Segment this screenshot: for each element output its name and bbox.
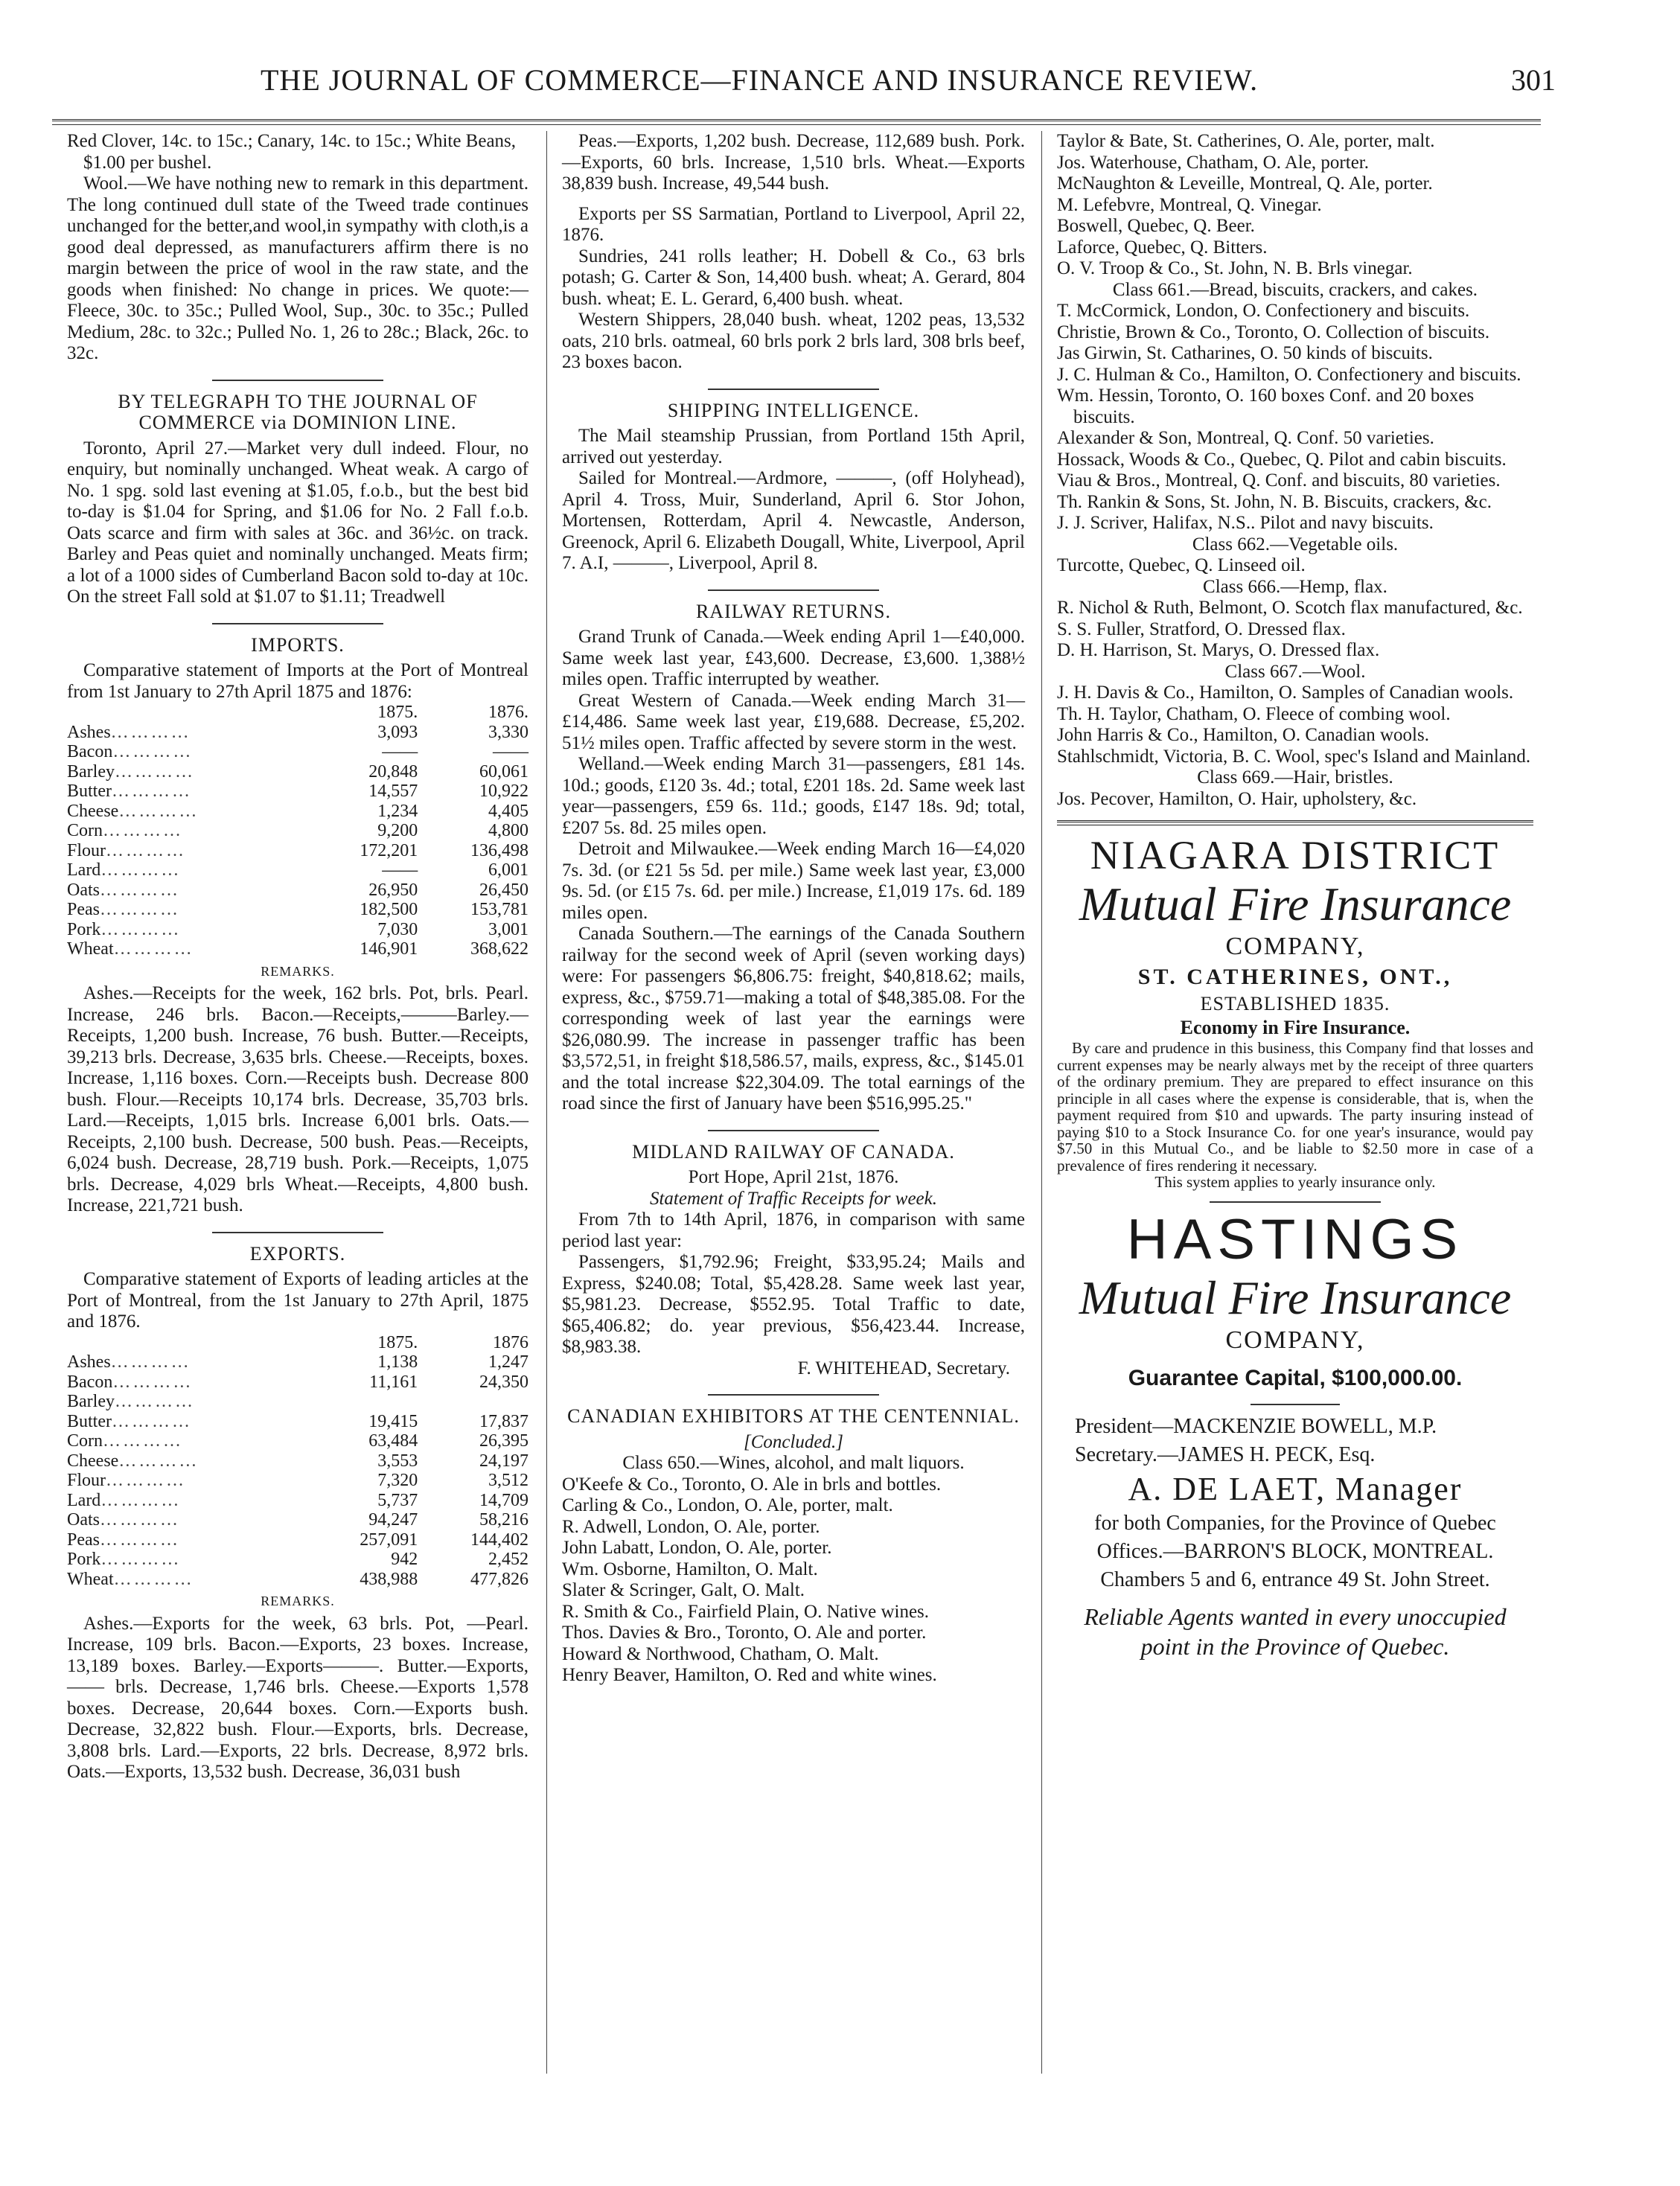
exhibitor-entry: Viau & Bros., Montreal, Q. Conf. and biscuits, 80 varieties. (1057, 470, 1501, 490)
column-rule-2 (1041, 131, 1042, 2074)
niagara-established: ESTABLISHED 1835. (1200, 993, 1390, 1014)
hastings-for-both: for both Companies, for the Province of Quebec (1094, 1511, 1496, 1535)
exhibitor-entry: S. S. Fuller, Stratford, O. Dressed flax. (1057, 619, 1346, 639)
year-1876: 1876. (488, 703, 528, 722)
commodity-label: Peas………… (67, 900, 180, 919)
imports-table (67, 703, 528, 959)
exhibitor-entry: Wm. Hessin, Toronto, O. 160 boxes Conf. and 20 boxes biscuits. (1057, 386, 1475, 427)
niagara-mutual: Mutual Fire Insurance (1079, 878, 1512, 930)
niagara-economy: Economy in Fire Insurance. (1180, 1017, 1411, 1038)
value-1876: 58,216 (479, 1510, 528, 1530)
midland-heading: MIDLAND RAILWAY OF CANADA. (632, 1140, 955, 1163)
section-rule (708, 589, 879, 591)
imports-remarks: Ashes.—Receipts for the week, 162 brls. Pot, brls. Pearl. Increase, 246 brls. Bacon.—Receipts,———Barley.—Receipts, 1,200 bush. Increase, 76 bush. Butter.—Receipts, 39,213 brls. Decrease, 3,635 brls. Cheese.—Receipts, boxes. Increase, 1,116 boxes. Corn.—Receipts bush. Decrease 800 bush. Flour.—Receipts 10,174 brls. Decrease, 35,703 brls. Lard.—Receipts, 1,015 brls. Increase 6,001 brls. Oats.—Receipts, 2,100 bush. Decrease, 500 bush. Peas.—Receipts, 6,024 bush. Decrease, 28,719 bush. Pork.—Receipts, 1,075 brls. Decrease, 4,029 brls Wheat.—Receipts, 4,800 bush. Increase, 221,721 bush. (67, 983, 528, 1215)
exports-intro: Comparative statement of Exports of leading articles at the Port of Montreal, from the 1st January to 27th April, 1875 and 1876. (67, 1269, 528, 1332)
value-1875: 9,200 (377, 821, 418, 840)
sailed-paragraph: Sailed for Montreal.—Ardmore, ———, (off Holyhead), April 4. Tross, Muir, Sunderland, April 6. Stor Johon, Mortensen, Rotterdam, April 4. Newcastle, Anderson, Greenock, April 6. Elizabeth Dougall, White, Liverpool, April 7. A.I, ———, Liverpool, April 8. (562, 468, 1025, 573)
shipping-heading: SHIPPING INTELLIGENCE. (667, 399, 920, 421)
table-row (67, 1491, 528, 1511)
table-row (67, 1530, 528, 1550)
value-1875: 438,988 (360, 1569, 418, 1589)
commodity-label: Butter………… (67, 1411, 192, 1431)
table-row (67, 1510, 528, 1530)
exhibitor-entry: Carling & Co., London, O. Ale, porter, malt. (562, 1495, 893, 1515)
exhibitor-entry: Alexander & Son, Montreal, Q. Conf. 50 varieties. (1057, 428, 1434, 448)
commodity-label: Ashes………… (67, 722, 191, 742)
grand-trunk-paragraph: Grand Trunk of Canada.—Week ending April 1—£40,000. Same week last year, £43,600. Decrease, £3,600. 1,388½ miles open. Traffic interrupted by weather. (562, 627, 1025, 689)
value-1876: 4,405 (488, 801, 528, 821)
value-1876: 26,450 (479, 880, 528, 900)
value-1875: 20,848 (368, 761, 418, 782)
niagara-body: By care and prudence in this business, this Company find that losses and current expenses may be nearly always met by the receipt of three quarters of the ordinary premium. They are prepared to effect insurance on this principle in all cases where the expense is considerable, that is, when the payment required from $10 and upwards. The party insuring instead of paying $10 to a Stock Insurance Co. for one year's insurance, would pay $7.50 in this Mutual Co., and be liable to $2.50 more in case of a prevalence of fires rendering it necessary. (1057, 1039, 1533, 1175)
value-1876: 26,395 (479, 1431, 528, 1451)
section-rule (708, 1130, 879, 1131)
table-row (67, 900, 528, 920)
value-1875: 19,415 (368, 1411, 418, 1431)
table-row (67, 762, 528, 782)
prussian-paragraph: The Mail steamship Prussian, from Portland 15th April, arrived out yesterday. (562, 426, 1025, 467)
class-650-heading: Class 650.—Wines, alcohol, and malt liquors. (622, 1453, 965, 1473)
exhibitor-entry: R. Adwell, London, O. Ale, porter. (562, 1516, 820, 1537)
railway-heading: RAILWAY RETURNS. (695, 600, 892, 622)
value-1876: 368,622 (470, 939, 528, 959)
class-662-heading: Class 662.—Vegetable oils. (1192, 534, 1399, 555)
hastings-company: COMPANY, (1225, 1326, 1365, 1354)
commodity-label: Oats………… (67, 880, 180, 900)
commodity-label: Bacon………… (67, 742, 194, 761)
class-669-heading: Class 669.—Hair, bristles. (1197, 767, 1393, 787)
exhibitor-entry: Hossack, Woods & Co., Quebec, Q. Pilot and cabin biscuits. (1057, 449, 1507, 470)
sundries-paragraph: Sundries, 241 rolls leather; H. Dobell & Co., 63 brls potash; G. Carter & Son, 14,400 bush. wheat; A. Gerard, 804 bush. wheat; E. L. Gerard, 6,400 bush. wheat. (562, 246, 1025, 309)
exports-remarks: Ashes.—Exports for the week, 63 brls. Pot, —Pearl. Increase, 109 brls. Bacon.—Exports, 23 boxes. Increase, 13,189 boxes. Barley.—Exports———. Butter.—Exports, —— brls. Decrease, 1,746 brls. Cheese.—Exports 1,578 boxes. Decrease, 20,644 boxes. Corn.—Exports bush. Decrease, 32,822 bush. Flour.—Exports, brls. Decrease, 3,808 brls. Lard.—Exports, 22 brls. Decrease, 8,972 brls. Oats.—Exports, 13,532 bush. Decrease, 36,031 bush (67, 1613, 528, 1782)
exhibitor-entry: Thos. Davies & Bro., Toronto, O. Ale and porter. (562, 1623, 927, 1643)
sarmatian-paragraph: Exports per SS Sarmatian, Portland to Liverpool, April 22, 1876. (562, 203, 1025, 245)
table-row (67, 1412, 528, 1432)
table-row (67, 742, 528, 762)
commodity-label: Flour………… (67, 840, 187, 860)
table-row (67, 802, 528, 822)
value-1876: 3,330 (488, 722, 528, 742)
telegraph-heading: BY TELEGRAPH TO THE JOURNAL OF COMMERCE via DOMINION LINE. (118, 390, 478, 433)
hastings-chambers: Chambers 5 and 6, entrance 49 St. John Street. (1100, 1567, 1490, 1591)
exhibitor-entry: O'Keefe & Co., Toronto, O. Ale in brls and bottles. (562, 1474, 942, 1495)
great-western-paragraph: Great Western of Canada.—Week ending March 31—£14,486. Same week last year, £19,688. Decrease, £5,202. 51½ miles open. Traffic affected by severe storm in the west. (562, 690, 1025, 753)
value-1875: 94,247 (368, 1510, 418, 1530)
exhibitors-666-list (1057, 598, 1533, 662)
hastings-advertisement (1057, 1209, 1533, 1661)
exhibitors-650-continued-list (1057, 131, 1533, 280)
commodity-label: Lard………… (67, 1490, 182, 1510)
table-row (67, 1372, 528, 1393)
exhibitor-entry: John Labatt, London, O. Ale, porter. (562, 1538, 832, 1558)
welland-paragraph: Welland.—Week ending March 31—passengers, £81 14s. 10d.; goods, £120 3s. 4d.; total, £201 18s. 2d. Same week last year—passengers, £59 6s. 11d.; goods, £147 18s. 9d; total, £207 5s. 8d. 25 miles open. (562, 754, 1025, 838)
exhibitor-entry: Boswell, Quebec, Q. Beer. (1057, 216, 1255, 236)
commodity-label: Butter………… (67, 782, 192, 801)
value-1875: 7,030 (377, 919, 418, 939)
midland-signature: F. WHITEHEAD, Secretary. (797, 1358, 1010, 1378)
exports-heading: EXPORTS. (249, 1242, 346, 1265)
value-1875: 14,557 (368, 782, 418, 801)
imports-intro: Comparative statement of Imports at the Port of Montreal from 1st January to 27th April 1875 and 1876: (67, 660, 528, 702)
peas-paragraph: Peas.—Exports, 1,202 bush. Decrease, 112,689 bush. Pork.—Exports, 60 brls. Increase, 1,510 brls. Wheat.—Exports 38,839 bush. Increase, 49,544 bush. (562, 131, 1025, 194)
exhibitor-entry: John Harris & Co., Hamilton, O. Canadian wools. (1057, 725, 1429, 745)
commodity-label: Lard………… (67, 860, 182, 880)
table-row (67, 920, 528, 940)
toronto-report: Toronto, April 27.—Market very dull indeed. Flour, no enquiry, but nominally unchanged. Wheat weak. A cargo of No. 1 spg. sold last evening at $1.05, f.o.b., but the best bid to-day is $1.04 for Spring, and $1.06 for No. 2 Fall f.o.b. Oats scarce and firm with sales at 36c. and 36½c. on track. Barley and Peas quiet and nominally unchanged. Meats firm; a lot of a 1000 sides of Cumberland Bacon sold to-day at 10c. On the street Fall sold at $1.07 to $1.11; Treadwell (67, 438, 528, 607)
canada-southern-paragraph: Canada Southern.—The earnings of the Canada Southern railway for the second week of April (seven working days) were: For passengers $6,806.75: freight, $40,818.62; mails, express, &c., $759.71—making a total of $48,385.08. For the corresponding week of last year the earnings were $26,080.99. The increase in passenger traffic has been $3,572,51, in freight $18,586.57, mails, express, &c., $145.01 and the total increase $22,304.09. The total earnings of the road since the first of January have been $516,995.25." (562, 924, 1025, 1113)
imports-years-row (67, 703, 528, 723)
commodity-label: Barley………… (67, 1392, 195, 1411)
year-1875: 1875. (377, 1332, 418, 1352)
value-1875: 942 (391, 1550, 418, 1569)
hastings-capital: Guarantee Capital, $100,000.00. (1128, 1365, 1463, 1390)
exhibitor-entry: Henry Beaver, Hamilton, O. Red and white wines. (562, 1665, 937, 1685)
exhibitors-heading: CANADIAN EXHIBITORS AT THE CENTENNIAL. (567, 1405, 1020, 1427)
exhibitor-entry: Stahlschmidt, Victoria, B. C. Wool, spec's Island and Mainland. (1057, 746, 1531, 767)
table-row (67, 1471, 528, 1491)
value-1876: 17,837 (479, 1411, 528, 1431)
exhibitor-entry: Jos. Waterhouse, Chatham, O. Ale, porter. (1057, 152, 1369, 173)
niagara-advertisement (1057, 833, 1533, 1191)
value-1876: 3,001 (488, 919, 528, 939)
page-number: 301 (1511, 63, 1556, 97)
hastings-mutual: Mutual Fire Insurance (1079, 1271, 1512, 1324)
exhibitor-entry: Turcotte, Quebec, Q. Linseed oil. (1057, 555, 1306, 575)
hastings-agents-wanted: Reliable Agents wanted in every unoccupied point in the Province of Quebec. (1084, 1602, 1507, 1660)
table-row (67, 1451, 528, 1471)
exhibitor-entry: Laforce, Quebec, Q. Bitters. (1057, 237, 1268, 258)
exports-years-row (67, 1333, 528, 1353)
exhibitors-661-list (1057, 301, 1533, 534)
exhibitor-entry: Jas Girwin, St. Catharines, O. 50 kinds of biscuits. (1057, 343, 1433, 363)
commodity-label: Pork………… (67, 919, 182, 939)
page-header (149, 63, 1556, 107)
imports-remarks-label: REMARKS. (261, 963, 335, 979)
midland-figures: Passengers, $1,792.96; Freight, $33,95.24; Mails and Express, $240.08; Total, $5,428.28. Same week last year, $5,981.23. Decrease, $552.95. Total Traffic to date, $65,406.82; do. year previous, $56,423.44. Increase, $8,983.38. (562, 1252, 1025, 1357)
column-3 (1057, 131, 1533, 1661)
value-1875: 3,093 (377, 722, 418, 742)
table-row (67, 860, 528, 881)
exhibitor-entry: J. H. Davis & Co., Hamilton, O. Samples of Canadian wools. (1057, 683, 1514, 703)
exports-table (67, 1333, 528, 1590)
column-2 (562, 131, 1025, 1687)
column-1 (67, 131, 528, 1783)
value-1876: 477,826 (470, 1569, 528, 1589)
exhibitor-entry: J. J. Scriver, Halifax, N.S.. Pilot and navy biscuits. (1057, 513, 1434, 533)
detroit-paragraph: Detroit and Milwaukee.—Week ending March 16—£4,020 7s. 3d. (or £21 5s 5d. per mile.) Same week last year, £3,000 9s. 5d. (or £15 7s. 6d. per mile.) Increase, £1,019 17s. 6d. 189 miles open. (562, 839, 1025, 923)
table-row (67, 1352, 528, 1372)
advert-rule (1057, 820, 1533, 825)
value-1875: 5,737 (377, 1490, 418, 1510)
year-1876: 1876 (493, 1332, 528, 1352)
value-1875: 1,138 (377, 1352, 418, 1372)
hastings-rule (1251, 1404, 1340, 1405)
year-1875: 1875. (377, 703, 418, 722)
journal-title: THE JOURNAL OF COMMERCE—FINANCE AND INSURANCE REVIEW. (261, 63, 1259, 97)
hastings-title: HASTINGS (1126, 1207, 1464, 1271)
value-1875: 11,161 (369, 1372, 418, 1392)
midland-intro: From 7th to 14th April, 1876, in comparison with same period last year: (562, 1209, 1025, 1251)
class-661-heading: Class 661.—Bread, biscuits, crackers, and cakes. (1112, 279, 1478, 300)
niagara-footer: This system applies to yearly insurance only. (1154, 1173, 1436, 1191)
value-1875: 146,901 (360, 939, 418, 959)
commodity-label: Barley………… (67, 761, 195, 782)
value-1875: 26,950 (368, 880, 418, 900)
exhibitor-entry: M. Lefebvre, Montreal, Q. Vinegar. (1057, 194, 1322, 215)
value-1875: —— (382, 860, 418, 880)
commodity-label: Oats………… (67, 1510, 180, 1530)
exhibitor-entry: D. H. Harrison, St. Marys, O. Dressed flax. (1057, 640, 1380, 660)
exhibitors-669-list (1057, 789, 1533, 811)
value-1875: 182,500 (360, 900, 418, 919)
value-1875 (307, 1392, 418, 1412)
commodity-label: Flour………… (67, 1471, 187, 1490)
value-1876: 14,709 (479, 1490, 528, 1510)
advert-rule-2 (1210, 1201, 1381, 1203)
value-1876: 136,498 (470, 840, 528, 860)
table-row (67, 841, 528, 861)
value-1875: 63,484 (368, 1431, 418, 1451)
exhibitor-entry: Wm. Osborne, Hamilton, O. Malt. (562, 1559, 818, 1579)
value-1875: 1,234 (377, 801, 418, 821)
exhibitor-entry: McNaughton & Leveille, Montreal, Q. Ale, porter. (1057, 173, 1433, 194)
table-row (67, 1392, 528, 1412)
commodity-label: Pork………… (67, 1550, 182, 1569)
value-1876: 144,402 (470, 1530, 528, 1550)
clover-paragraph: Red Clover, 14c. to 15c.; Canary, 14c. to 15c.; White Beans, $1.00 per bushel. (67, 131, 517, 173)
exhibitor-entry: Th. H. Taylor, Chatham, O. Fleece of combing wool. (1057, 703, 1451, 724)
value-1876: 10,922 (479, 782, 528, 801)
commodity-label: Bacon………… (67, 1372, 194, 1392)
value-1876: 1,247 (488, 1352, 528, 1372)
exhibitor-entry: T. McCormick, London, O. Confectionery and biscuits. (1057, 301, 1470, 321)
niagara-company: COMPANY, (1225, 933, 1365, 960)
table-row (67, 782, 528, 802)
section-rule (212, 1232, 383, 1233)
value-1876: 24,350 (479, 1372, 528, 1392)
exhibitors-650-list (562, 1474, 1025, 1687)
value-1876: 4,800 (488, 821, 528, 840)
midland-statement: Statement of Traffic Receipts for week. (649, 1188, 938, 1209)
western-shippers-paragraph: Western Shippers, 28,040 bush. wheat, 1202 peas, 13,532 oats, 210 brls. oatmeal, 60 brls pork 2 brls lard, 308 brls beef, 23 boxes bacon. (562, 310, 1025, 372)
hastings-offices: Offices.—BARRON'S BLOCK, MONTREAL. (1096, 1539, 1494, 1563)
value-1876: 2,452 (488, 1550, 528, 1569)
commodity-label: Corn………… (67, 1431, 183, 1451)
table-row (67, 939, 528, 959)
table-row (67, 821, 528, 841)
hastings-manager: A. DE LAET, Manager (1128, 1470, 1463, 1507)
exhibitor-entry: R. Smith & Co., Fairfield Plain, O. Native wines. (562, 1601, 930, 1622)
exhibitor-entry: R. Nichol & Ruth, Belmont, O. Scotch flax manufactured, &c. (1057, 598, 1523, 618)
value-1876: 6,001 (488, 860, 528, 880)
value-1875: 7,320 (377, 1471, 418, 1490)
table-row (67, 1570, 528, 1590)
exhibitor-entry: Howard & Northwood, Chatham, O. Malt. (562, 1643, 879, 1664)
column-rule-1 (546, 131, 547, 2074)
value-1876: 60,061 (479, 761, 528, 782)
exhibitors-667-list (1057, 683, 1533, 767)
commodity-label: Cheese………… (67, 1451, 199, 1471)
exports-remarks-label: REMARKS. (261, 1594, 335, 1608)
section-rule (708, 1394, 879, 1396)
section-rule (708, 389, 879, 390)
table-row (67, 723, 528, 743)
exhibitor-entry: Jos. Pecover, Hamilton, O. Hair, upholstery, &c. (1057, 788, 1417, 809)
exhibitor-entry: J. C. Hulman & Co., Hamilton, O. Confectionery and biscuits. (1057, 364, 1521, 385)
value-1876: 24,197 (479, 1451, 528, 1471)
section-rule (212, 623, 383, 624)
exhibitor-entry: Th. Rankin & Sons, St. John, N. B. Biscuits, crackers, &c. (1057, 491, 1492, 512)
commodity-label: Wheat………… (67, 939, 194, 959)
commodity-label: Peas………… (67, 1530, 180, 1550)
niagara-location: ST. CATHERINES, ONT., (1137, 965, 1453, 989)
commodity-label: Ashes………… (67, 1352, 191, 1372)
wool-paragraph: Wool.—We have nothing new to remark in this department. The long continued dull state of the Tweed trade continues unchanged for the better,and wool,in sympathy with cloth,is a good deal depressed, as manufacturers affirm there is no margin between the price of wool in the raw state, and the goods when finished: No change in prices. We quote:—Fleece, 30c. to 35c.; Pulled Wool, Sup., 30c. to 35c.; Pulled Medium, 28c. to 32c.; Pulled No. 1, 26 to 28c.; Black, 26c. to 32c. (67, 173, 528, 363)
exhibitor-entry: Christie, Brown & Co., Toronto, O. Collection of biscuits. (1057, 322, 1490, 342)
value-1876 (418, 1392, 528, 1412)
header-rule (52, 119, 1541, 125)
commodity-label: Corn………… (67, 821, 183, 840)
exhibitor-entry: Taylor & Bate, St. Catherines, O. Ale, porter, malt. (1057, 131, 1435, 151)
section-rule (212, 380, 383, 381)
table-row (67, 1431, 528, 1451)
value-1876: 3,512 (488, 1471, 528, 1490)
exhibitor-entry: O. V. Troop & Co., St. John, N. B. Brls vinegar. (1057, 258, 1413, 278)
exhibitors-662-list (1057, 555, 1533, 577)
value-1875: —— (382, 742, 418, 761)
commodity-label: Cheese………… (67, 801, 199, 821)
value-1875: 3,553 (377, 1451, 418, 1471)
table-row (67, 881, 528, 901)
midland-dateline: Port Hope, April 21st, 1876. (688, 1167, 899, 1187)
value-1875: 257,091 (360, 1530, 418, 1550)
hastings-secretary: Secretary.—JAMES H. PECK, Esq. (1075, 1442, 1376, 1466)
hastings-president: President—MACKENZIE BOWELL, M.P. (1075, 1414, 1437, 1438)
class-667-heading: Class 667.—Wool. (1224, 661, 1366, 682)
concluded-note: [Concluded.] (743, 1431, 844, 1452)
class-666-heading: Class 666.—Hemp, flax. (1203, 576, 1387, 597)
value-1876: 153,781 (470, 900, 528, 919)
exhibitor-entry: Slater & Scringer, Galt, O. Malt. (562, 1580, 805, 1600)
commodity-label: Wheat………… (67, 1569, 194, 1589)
imports-heading: IMPORTS. (251, 633, 345, 656)
value-1875: 172,201 (360, 840, 418, 860)
table-row (67, 1550, 528, 1570)
niagara-title: NIAGARA DISTRICT (1090, 833, 1501, 878)
value-1876: —— (493, 742, 528, 761)
